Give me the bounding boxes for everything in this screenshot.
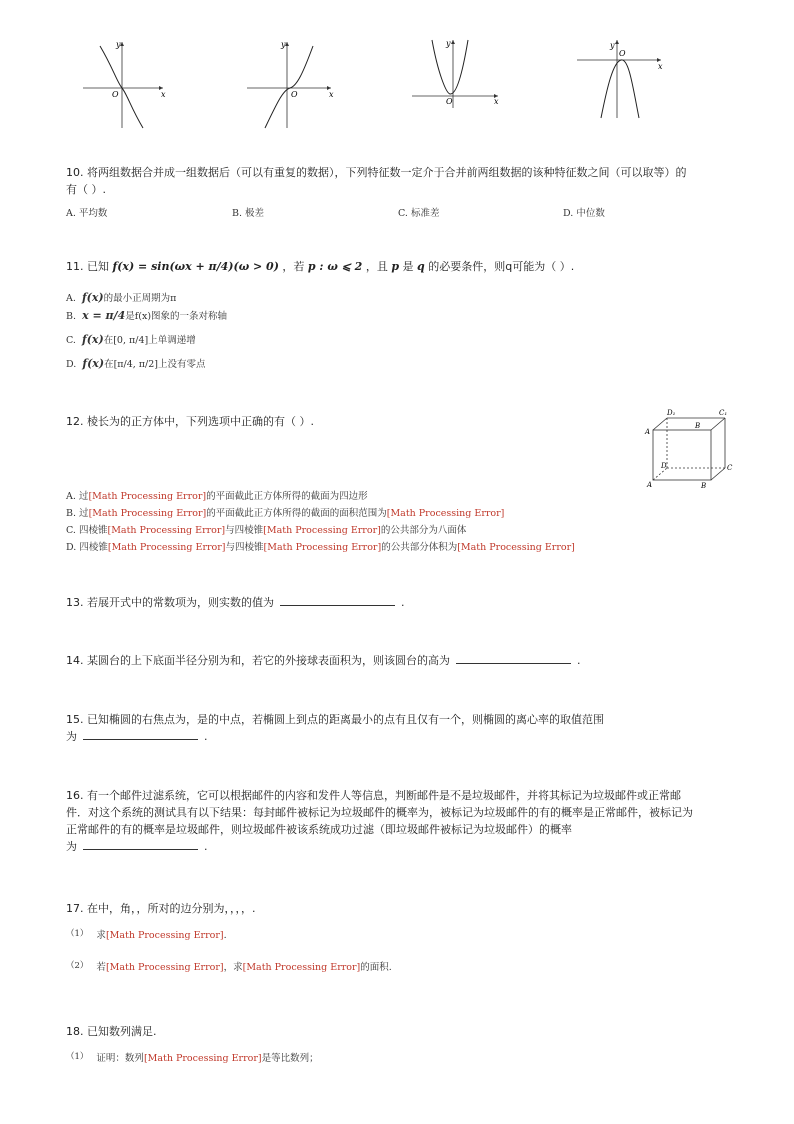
question-16-line1: 16. 有一个邮件过滤系统，它可以根据邮件的内容和发件人等信息，判断邮件是不是垃圾邮件，并将其标记为垃圾邮件或正常邮 xyxy=(66,789,681,802)
origin-label: O xyxy=(112,90,119,99)
function-graphs xyxy=(75,38,675,133)
question-13-stem: 13. 若展开式中的常数项为，则实数的值为 xyxy=(66,596,274,609)
graph-3 xyxy=(412,39,499,108)
question-11-text: ，且 xyxy=(365,260,388,273)
label-c: C xyxy=(727,464,733,472)
question-16-line3: 正常邮件的有的概率是垃圾邮件，则垃圾邮件被该系统成功过滤（即垃圾邮件被标记为垃圾邮件）的概率 xyxy=(66,823,572,836)
question-10-option-a[interactable]: A. 平均数 xyxy=(66,208,108,219)
question-14-stem: 14. 某圆台的上下底面半径分别为和，若它的外接球表面积为，则该圆台的高为 xyxy=(66,654,450,667)
question-14: 14. 某圆台的上下底面半径分别为和，若它的外接球表面积为，则该圆台的高为 . xyxy=(66,654,581,667)
x-axis-label: x xyxy=(161,90,166,99)
label-a1: A xyxy=(645,428,651,436)
label-d: D xyxy=(661,462,667,470)
question-11-p: p xyxy=(391,260,400,273)
question-11-suffix: 的必要条件，则q可能为（ ）. xyxy=(428,260,575,273)
question-12-option-d[interactable]: D. 四棱锥[Math Processing Error]与四棱锥[Math Processing Error]的公共部分体积为[Math Processing Error] xyxy=(66,542,575,553)
question-13: 13. 若展开式中的常数项为，则实数的值为 . xyxy=(66,596,405,609)
question-10-line2: 有（ ）. xyxy=(66,183,106,196)
answer-blank[interactable] xyxy=(83,838,198,850)
question-17-stem: 17. 在中，角，，所对的边分别为，，，，. xyxy=(66,902,256,915)
x-axis-label: x xyxy=(658,62,663,71)
question-12-stem: 12. 棱长为的正方体中，下列选项中正确的有（ ）. xyxy=(66,415,314,428)
question-11-option-c[interactable]: C. f(x)在[0, π/4]上单调递增 xyxy=(66,333,196,346)
question-11-option-d[interactable]: D. f(x)在[π/4, π/2]上没有零点 xyxy=(66,357,206,370)
y-axis-label: y xyxy=(610,41,615,50)
question-18-stem: 18. 已知数列满足. xyxy=(66,1025,157,1038)
y-axis-label: y xyxy=(446,39,451,48)
question-10-option-c[interactable]: C. 标准差 xyxy=(398,208,440,219)
question-10-option-b[interactable]: B. 极差 xyxy=(232,208,265,219)
label-a: A xyxy=(647,481,653,489)
question-17-sub-1: （1） 求[Math Processing Error]. xyxy=(66,929,227,941)
question-11-text: 是 xyxy=(402,260,414,273)
question-15: 15. 已知椭圆的右焦点为，是的中点，若椭圆上到点的距离最小的点有且仅有一个，则椭圆的离心率的取值范围 为 . xyxy=(66,713,604,743)
y-axis-label: y xyxy=(281,40,286,49)
question-11-option-b[interactable]: B. x = π/4是f(x)图象的一条对称轴 xyxy=(66,309,228,322)
answer-blank[interactable] xyxy=(456,652,571,664)
x-axis-label: x xyxy=(329,90,334,99)
question-11-text: ，若 xyxy=(282,260,305,273)
question-10-stem xyxy=(66,164,687,198)
question-10-line1: 10. 将两组数据合并成一组数据后（可以有重复的数据），下列特征数一定介于合并前两组数据的该种特征数之间（可以取等）的 xyxy=(66,166,687,179)
question-11-function: f(x) = sin(ωx + π/4)(ω > 0) xyxy=(112,260,279,273)
answer-blank[interactable] xyxy=(280,594,395,606)
question-15-stem: 15. 已知椭圆的右焦点为，是的中点，若椭圆上到点的距离最小的点有且仅有一个，则椭圆的离心率的取值范围 xyxy=(66,713,604,726)
origin-label: O xyxy=(446,97,453,106)
question-16: 16. 有一个邮件过滤系统，它可以根据邮件的内容和发件人等信息，判断邮件是不是垃圾邮件，并将其标记为垃圾邮件或正常邮 件．对这个系统的测试具有以下结果：每封邮件被标记为垃圾邮件的概率为，被标记为垃圾邮件的有的概率是正常邮件，被标记为 正常邮件的有的概率是垃圾邮件，则垃圾邮件被该系统成功过滤（即垃圾邮件被标记为垃圾邮件）的概率 为 . xyxy=(66,789,693,853)
cube-diagram xyxy=(643,406,738,492)
question-17-sub-2: （2） 若[Math Processing Error]，求[Math Processing Error]的面积. xyxy=(66,961,392,973)
origin-label: O xyxy=(619,49,626,58)
question-10-option-d[interactable]: D. 中位数 xyxy=(563,208,605,219)
label-b: B xyxy=(701,482,707,490)
question-11-option-a[interactable]: A. f(x)的最小正周期为π xyxy=(66,291,177,304)
label-b1: B xyxy=(695,422,701,430)
question-11-condition: p : ω ⩽ 2 xyxy=(307,260,363,273)
question-11-prefix: 11. 已知 xyxy=(66,260,109,273)
answer-blank[interactable] xyxy=(83,728,198,740)
graph-1 xyxy=(83,40,166,128)
question-11-q: q xyxy=(417,260,425,273)
question-12-option-b[interactable]: B. 过[Math Processing Error]的平面截此正方体所得的截面的面积范围为[Math Processing Error] xyxy=(66,508,505,519)
question-11-stem xyxy=(66,258,574,275)
graph-2 xyxy=(247,40,334,128)
question-12-option-a[interactable]: A. 过[Math Processing Error]的平面截此正方体所得的截面为四边形 xyxy=(66,491,368,502)
question-18-sub-1: （1） 证明：数列[Math Processing Error]是等比数列； xyxy=(66,1052,319,1064)
origin-label: O xyxy=(291,90,298,99)
graph-4 xyxy=(577,40,663,118)
y-axis-label: y xyxy=(116,40,121,49)
x-axis-label: x xyxy=(494,97,499,106)
question-16-line2: 件．对这个系统的测试具有以下结果：每封邮件被标记为垃圾邮件的概率为，被标记为垃圾邮件的有的概率是正常邮件，被标记为 xyxy=(66,806,693,819)
label-d1: D₁ xyxy=(667,409,676,417)
label-c1: C₁ xyxy=(719,409,728,417)
question-12-option-c[interactable]: C. 四棱锥[Math Processing Error]与四棱锥[Math Processing Error]的公共部分为八面体 xyxy=(66,525,467,536)
